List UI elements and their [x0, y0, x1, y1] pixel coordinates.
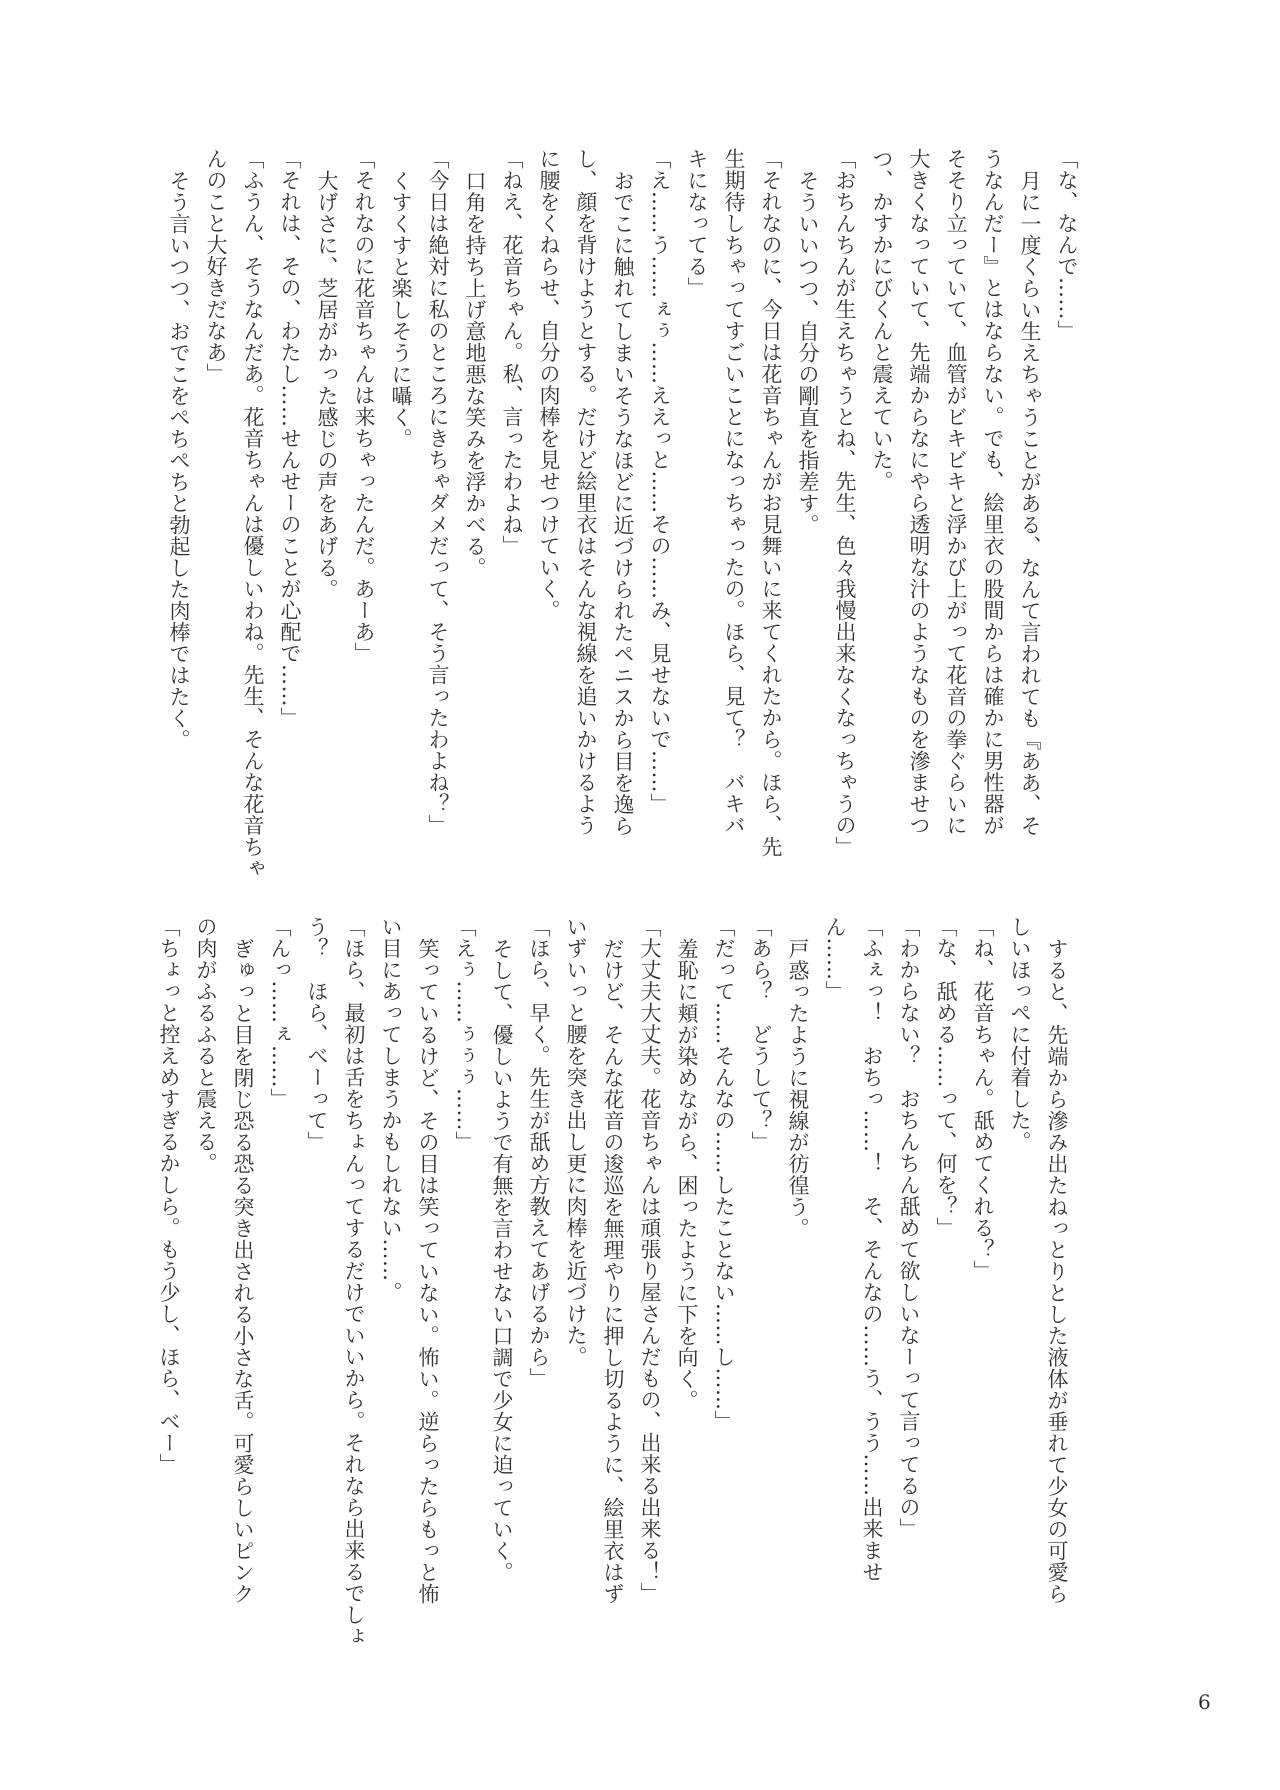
text-line: いずいっと腰を突き出し更に肉棒を近づけた。: [564, 916, 588, 1368]
text-line: つ、かすかにびくんと震えていた。: [870, 148, 894, 492]
text-line: 「あら？ どうして？」: [749, 916, 773, 1153]
text-line: 「な、舐める……って、何を？」: [934, 916, 958, 1239]
text-line: 戸惑ったように視線が彷徨う。: [786, 938, 810, 1239]
text-line: 「え……う……ぇぅ……ええっと……その……み、見せないで……」: [648, 148, 672, 815]
text-line: 「ねえ、花音ちゃん。私、言ったわよね」: [500, 148, 524, 557]
text-line: うなんだー』とはならない。でも、絵里衣の股間からは確かに男性器が: [981, 148, 1005, 836]
text-line: 「な、なんで……」: [1055, 148, 1079, 342]
text-line: の肉がふるふると震える。: [194, 916, 218, 1174]
text-line: 「ちょっと控えめすぎるかしら。もう少し、ほら、ベー」: [157, 916, 181, 1475]
page-number: 6: [1198, 1690, 1211, 1714]
text-line: 「それは、その、わたし……せんせーのことが心配で……」: [278, 148, 302, 729]
text-line: キになってる」: [685, 148, 709, 299]
text-line: おでこに触れてしまいそうなほどに近づけられたペニスから目を逸ら: [611, 170, 635, 837]
text-line: ん……」: [823, 916, 847, 1002]
text-line: 大げさに、芝居がかった感じの声をあげる。: [315, 170, 339, 600]
text-line: 「ふうん、そうなんだあ。花音ちゃんは優しいわね。先生、そんな花音ちゃ: [241, 148, 265, 879]
text-line: 「それなのに、今日は花音ちゃんがお見舞いに来てくれたから。ほら、先: [759, 148, 783, 858]
text-line: そそり立っていて、血管がビキビキと浮かび上がって花音の拳ぐらいに: [944, 148, 968, 836]
text-line: 「おちんちんが生えちゃうとね、先生、色々我慢出来なくなっちゃうの」: [833, 148, 857, 858]
text-line: 「えぅ……ぅぅぅ……」: [453, 916, 477, 1153]
text-line: 月に一度くらい生えちゃうことがある、なんて言われても『ああ、そ: [1018, 170, 1042, 837]
text-line: 羞恥に頬が染めながら、困ったように下を向く。: [675, 938, 699, 1411]
text-line: 「ふぇっ！ おちっ……！ そ、そんなの……う、うう……出来ませ: [860, 916, 884, 1583]
text-line: すると、先端から滲み出たねっとりとした液体が垂れて少女の可愛ら: [1045, 938, 1069, 1605]
text-line: に腰をくねらせ、自分の肉棒を見せつけていく。: [537, 148, 561, 621]
text-line: 「ほら、早く。先生が舐め方教えてあげるから」: [527, 916, 551, 1389]
text-line: そして、優しいようで有無を言わせない口調で少女に迫っていく。: [490, 938, 514, 1583]
text-line: 口角を持ち上げ意地悪な笑みを浮かべる。: [463, 170, 487, 579]
text-line: しいほっぺに付着した。: [1008, 916, 1032, 1153]
text-block-top: [160, 148, 1085, 879]
text-line: そういいつつ、自分の剛直を指差す。: [796, 170, 820, 536]
text-line: 「それなのに花音ちゃんは来ちゃったんだ。あーあ」: [352, 148, 376, 664]
text-line: 「今日は絶対に私のところにきちゃダメだって、そう言ったわよね？」: [426, 148, 450, 836]
text-line: 「だって……そんなの……したことない……し……」: [712, 916, 736, 1432]
text-line: だけど、そんな花音の逡巡を無理やりに押し切るように、絵里衣はず: [601, 938, 625, 1605]
text-line: 生期待しちゃってすごいことになっちゃったの。ほら、見て？ バキバ: [722, 148, 746, 836]
text-line: 「んっ……ぇ……」: [268, 916, 292, 1110]
text-block-bottom: [150, 916, 1075, 1647]
text-line: 「ほら、最初は舌をちょんってするだけでいいから。それなら出来るでしょ: [342, 916, 366, 1647]
text-line: んのこと大好きだなあ」: [204, 148, 228, 385]
text-line: 大きくなっていて、先端からなにやら透明な汁のようなものを滲ませつ: [907, 148, 931, 836]
text-line: う？ ほら、べーって」: [305, 916, 329, 1153]
text-line: い目にあってしまうかもしれない……。: [379, 916, 403, 1303]
text-line: ぎゅっと目を閉じ恐る恐る突き出される小さな舌。可愛らしいピンク: [231, 938, 255, 1605]
text-line: し、顔を背けようとする。だけど絵里衣はそんな視線を追いかけるよう: [574, 148, 598, 836]
text-line: くすくすと楽しそうに囁く。: [389, 170, 413, 450]
text-line: 「大丈夫大丈夫。花音ちゃんは頑張り屋さんだもの、出来る出来る！」: [638, 916, 662, 1604]
text-line: 「ね、花音ちゃん。舐めてくれる？」: [971, 916, 995, 1282]
text-line: 「わからない？ おちんちん舐めて欲しいなーって言ってるの」: [897, 916, 921, 1540]
text-line: そう言いつつ、おでこをぺちぺちと勃起した肉棒ではたく。: [167, 170, 191, 751]
text-line: 笑っているけど、その目は笑っていない。怖い。逆らったらもっと怖: [416, 938, 440, 1605]
